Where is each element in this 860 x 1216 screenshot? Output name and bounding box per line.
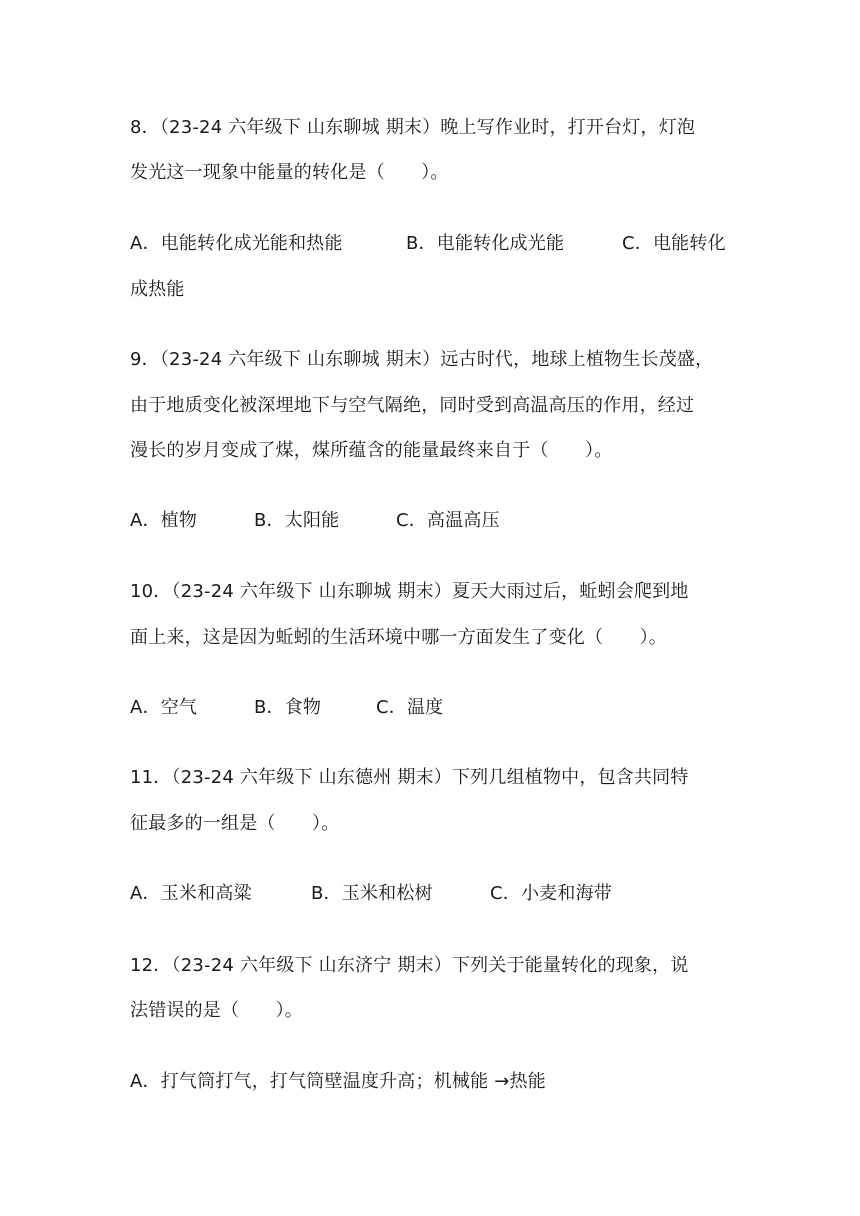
question-8-line-2: 发光这一现象中能量的转化是（ ）。 [130,162,449,183]
question-8-option-a: A．电能转化成光能和热能 [130,233,343,254]
question-9-option-b: B．太阳能 [254,510,340,531]
question-9-option-c: C．高温高压 [396,510,500,531]
question-10-option-c: C．温度 [376,697,444,718]
question-9-line-2: 由于地质变化被深埋地下与空气隔绝，同时受到高温高压的作用，经过 [130,395,695,416]
question-8-option-b: B．电能转化成光能 [406,233,565,254]
question-11-option-c: C．小麦和海带 [490,883,612,904]
question-11-line-1: 11．（23-24 六年级下 山东德州 期末）下列几组植物中，包含共同特 [130,767,689,788]
question-12-line-2: 法错误的是（ ）。 [130,1000,303,1021]
question-10-option-b: B．食物 [254,697,322,718]
question-9-line-1: 9．（23-24 六年级下 山东聊城 期末）远古时代，地球上植物生长茂盛， [130,349,714,370]
question-11-line-2: 征最多的一组是（ ）。 [130,813,340,834]
question-11-option-b: B．玉米和松树 [311,883,433,904]
question-8-option-c-continuation: 成热能 [130,279,185,300]
question-8-option-c: C．电能转化 [622,233,726,254]
question-12-option-a: A．打气筒打气，打气筒壁温度升高；机械能 →热能 [130,1071,546,1092]
question-9-option-a: A．植物 [130,510,198,531]
question-10-line-2: 面上来，这是因为蚯蚓的生活环境中哪一方面发生了变化（ ）。 [130,627,667,648]
question-10-option-a: A．空气 [130,697,198,718]
question-12-line-1: 12．（23-24 六年级下 山东济宁 期末）下列关于能量转化的现象，说 [130,955,689,976]
question-8-line-1: 8．（23-24 六年级下 山东聊城 期末）晚上写作业时，打开台灯，灯泡 [130,117,696,138]
question-10-line-1: 10．（23-24 六年级下 山东聊城 期末）夏天大雨过后，蚯蚓会爬到地 [130,581,689,602]
question-11-option-a: A．玉米和高粱 [130,883,252,904]
question-9-line-3: 漫长的岁月变成了煤，煤所蕴含的能量最终来自于（ ）。 [130,440,613,461]
